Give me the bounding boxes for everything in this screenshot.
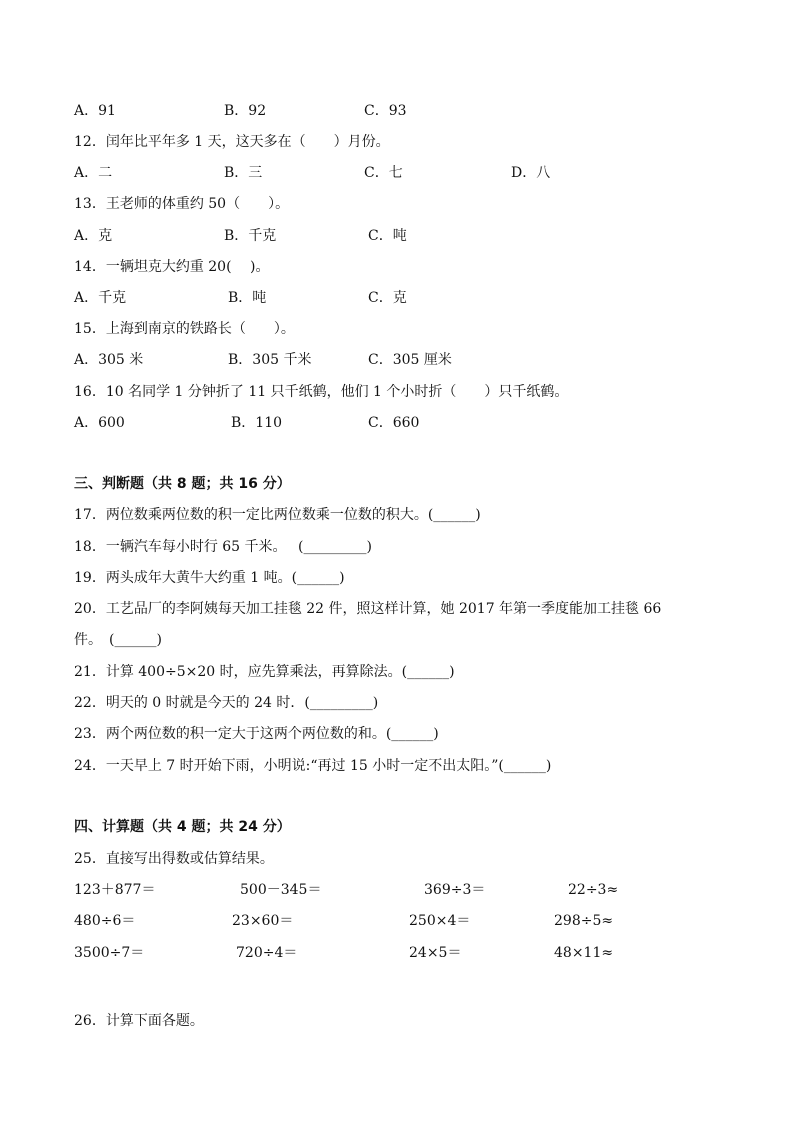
q23-statement: 23．两个两位数的积一定大于这两个两位数的和。(______) — [74, 726, 439, 742]
q12-option-d: D．八 — [511, 165, 551, 181]
q25-item: 48×11≈ — [554, 945, 614, 961]
q14-option-a: A．千克 — [74, 290, 127, 306]
q15-option-c: C．305 厘米 — [368, 352, 452, 368]
q25-row-3 — [74, 944, 754, 962]
q25-item: 480÷6＝ — [74, 913, 136, 929]
q14-option-b: B．吨 — [228, 290, 267, 306]
q21-statement: 21．计算 400÷5×20 时，应先算乘法，再算除法。(______) — [74, 664, 455, 680]
q26-stem: 26．计算下面各题。 — [74, 1013, 204, 1029]
q18-statement: 18．一辆汽车每小时行 65 千米。 (_________) — [74, 539, 372, 555]
q12-stem: 12．闰年比平年多 1 天，这天多在（ ）月份。 — [74, 134, 390, 150]
q11-options — [74, 102, 754, 120]
q16-stem: 16．10 名同学 1 分钟折了 11 只千纸鹤，他们 1 个小时折（ ）只千纸鹤。 — [74, 384, 569, 400]
q12-option-b: B．三 — [224, 165, 263, 181]
q25-item: 720÷4＝ — [236, 945, 298, 961]
q25-item: 23×60＝ — [232, 913, 294, 929]
q11-option-b: B．92 — [224, 103, 267, 119]
q14-options — [74, 289, 754, 307]
q15-stem: 15．上海到南京的铁路长（ ）。 — [74, 321, 295, 337]
section-3-heading: 三、判断题（共 8 题；共 16 分） — [74, 476, 291, 492]
q14-option-c: C．克 — [368, 290, 407, 306]
q25-item: 3500÷7＝ — [74, 945, 145, 961]
q20-statement-line2: 件。 (______) — [74, 632, 162, 648]
q25-item: 298÷5≈ — [554, 913, 614, 929]
q12-option-c: C．七 — [364, 165, 403, 181]
q25-row-2 — [74, 912, 754, 930]
q16-option-b: B．110 — [231, 415, 283, 431]
q12-option-a: A．二 — [74, 165, 113, 181]
q13-option-b: B．千克 — [224, 228, 277, 244]
q22-statement: 22．明天的 0 时就是今天的 24 时．(_________) — [74, 695, 379, 711]
q25-item: 369÷3＝ — [424, 882, 486, 898]
q25-item: 22÷3≈ — [568, 882, 619, 898]
q20-statement-line1: 20．工艺品厂的李阿姨每天加工挂毯 22 件，照这样计算，她 2017 年第一季度能加工挂毯 66 — [74, 601, 662, 617]
q17-statement: 17．两位数乘两位数的积一定比两位数乘一位数的积大。(______) — [74, 507, 481, 523]
q16-option-a: A．600 — [74, 415, 125, 431]
q24-statement: 24．一天早上 7 时开始下雨，小明说:“再过 15 小时一定不出太阳。”(______) — [74, 758, 552, 774]
q16-options — [74, 414, 754, 432]
q16-option-c: C．660 — [368, 415, 420, 431]
q25-item: 123＋877＝ — [74, 882, 156, 898]
q13-option-c: C．吨 — [368, 228, 407, 244]
q25-item: 250×4＝ — [409, 913, 471, 929]
q14-stem: 14．一辆坦克大约重 20( )。 — [74, 259, 270, 275]
q15-options — [74, 351, 754, 369]
q19-statement: 19．两头成年大黄牛大约重 1 吨。(______) — [74, 570, 345, 586]
q11-option-c: C．93 — [364, 103, 407, 119]
q11-option-a: A．91 — [74, 103, 116, 119]
q15-option-b: B．305 千米 — [228, 352, 312, 368]
q25-item: 500－345＝ — [240, 882, 322, 898]
q25-stem: 25．直接写出得数或估算结果。 — [74, 851, 274, 867]
q13-options — [74, 227, 754, 245]
q12-options — [74, 164, 754, 182]
section-4-heading: 四、计算题（共 4 题；共 24 分） — [74, 819, 291, 835]
q25-row-1 — [74, 881, 754, 899]
q13-stem: 13．王老师的体重约 50（ ）。 — [74, 196, 290, 212]
q25-item: 24×5＝ — [409, 945, 462, 961]
q13-option-a: A．克 — [74, 228, 113, 244]
q15-option-a: A．305 米 — [74, 352, 144, 368]
